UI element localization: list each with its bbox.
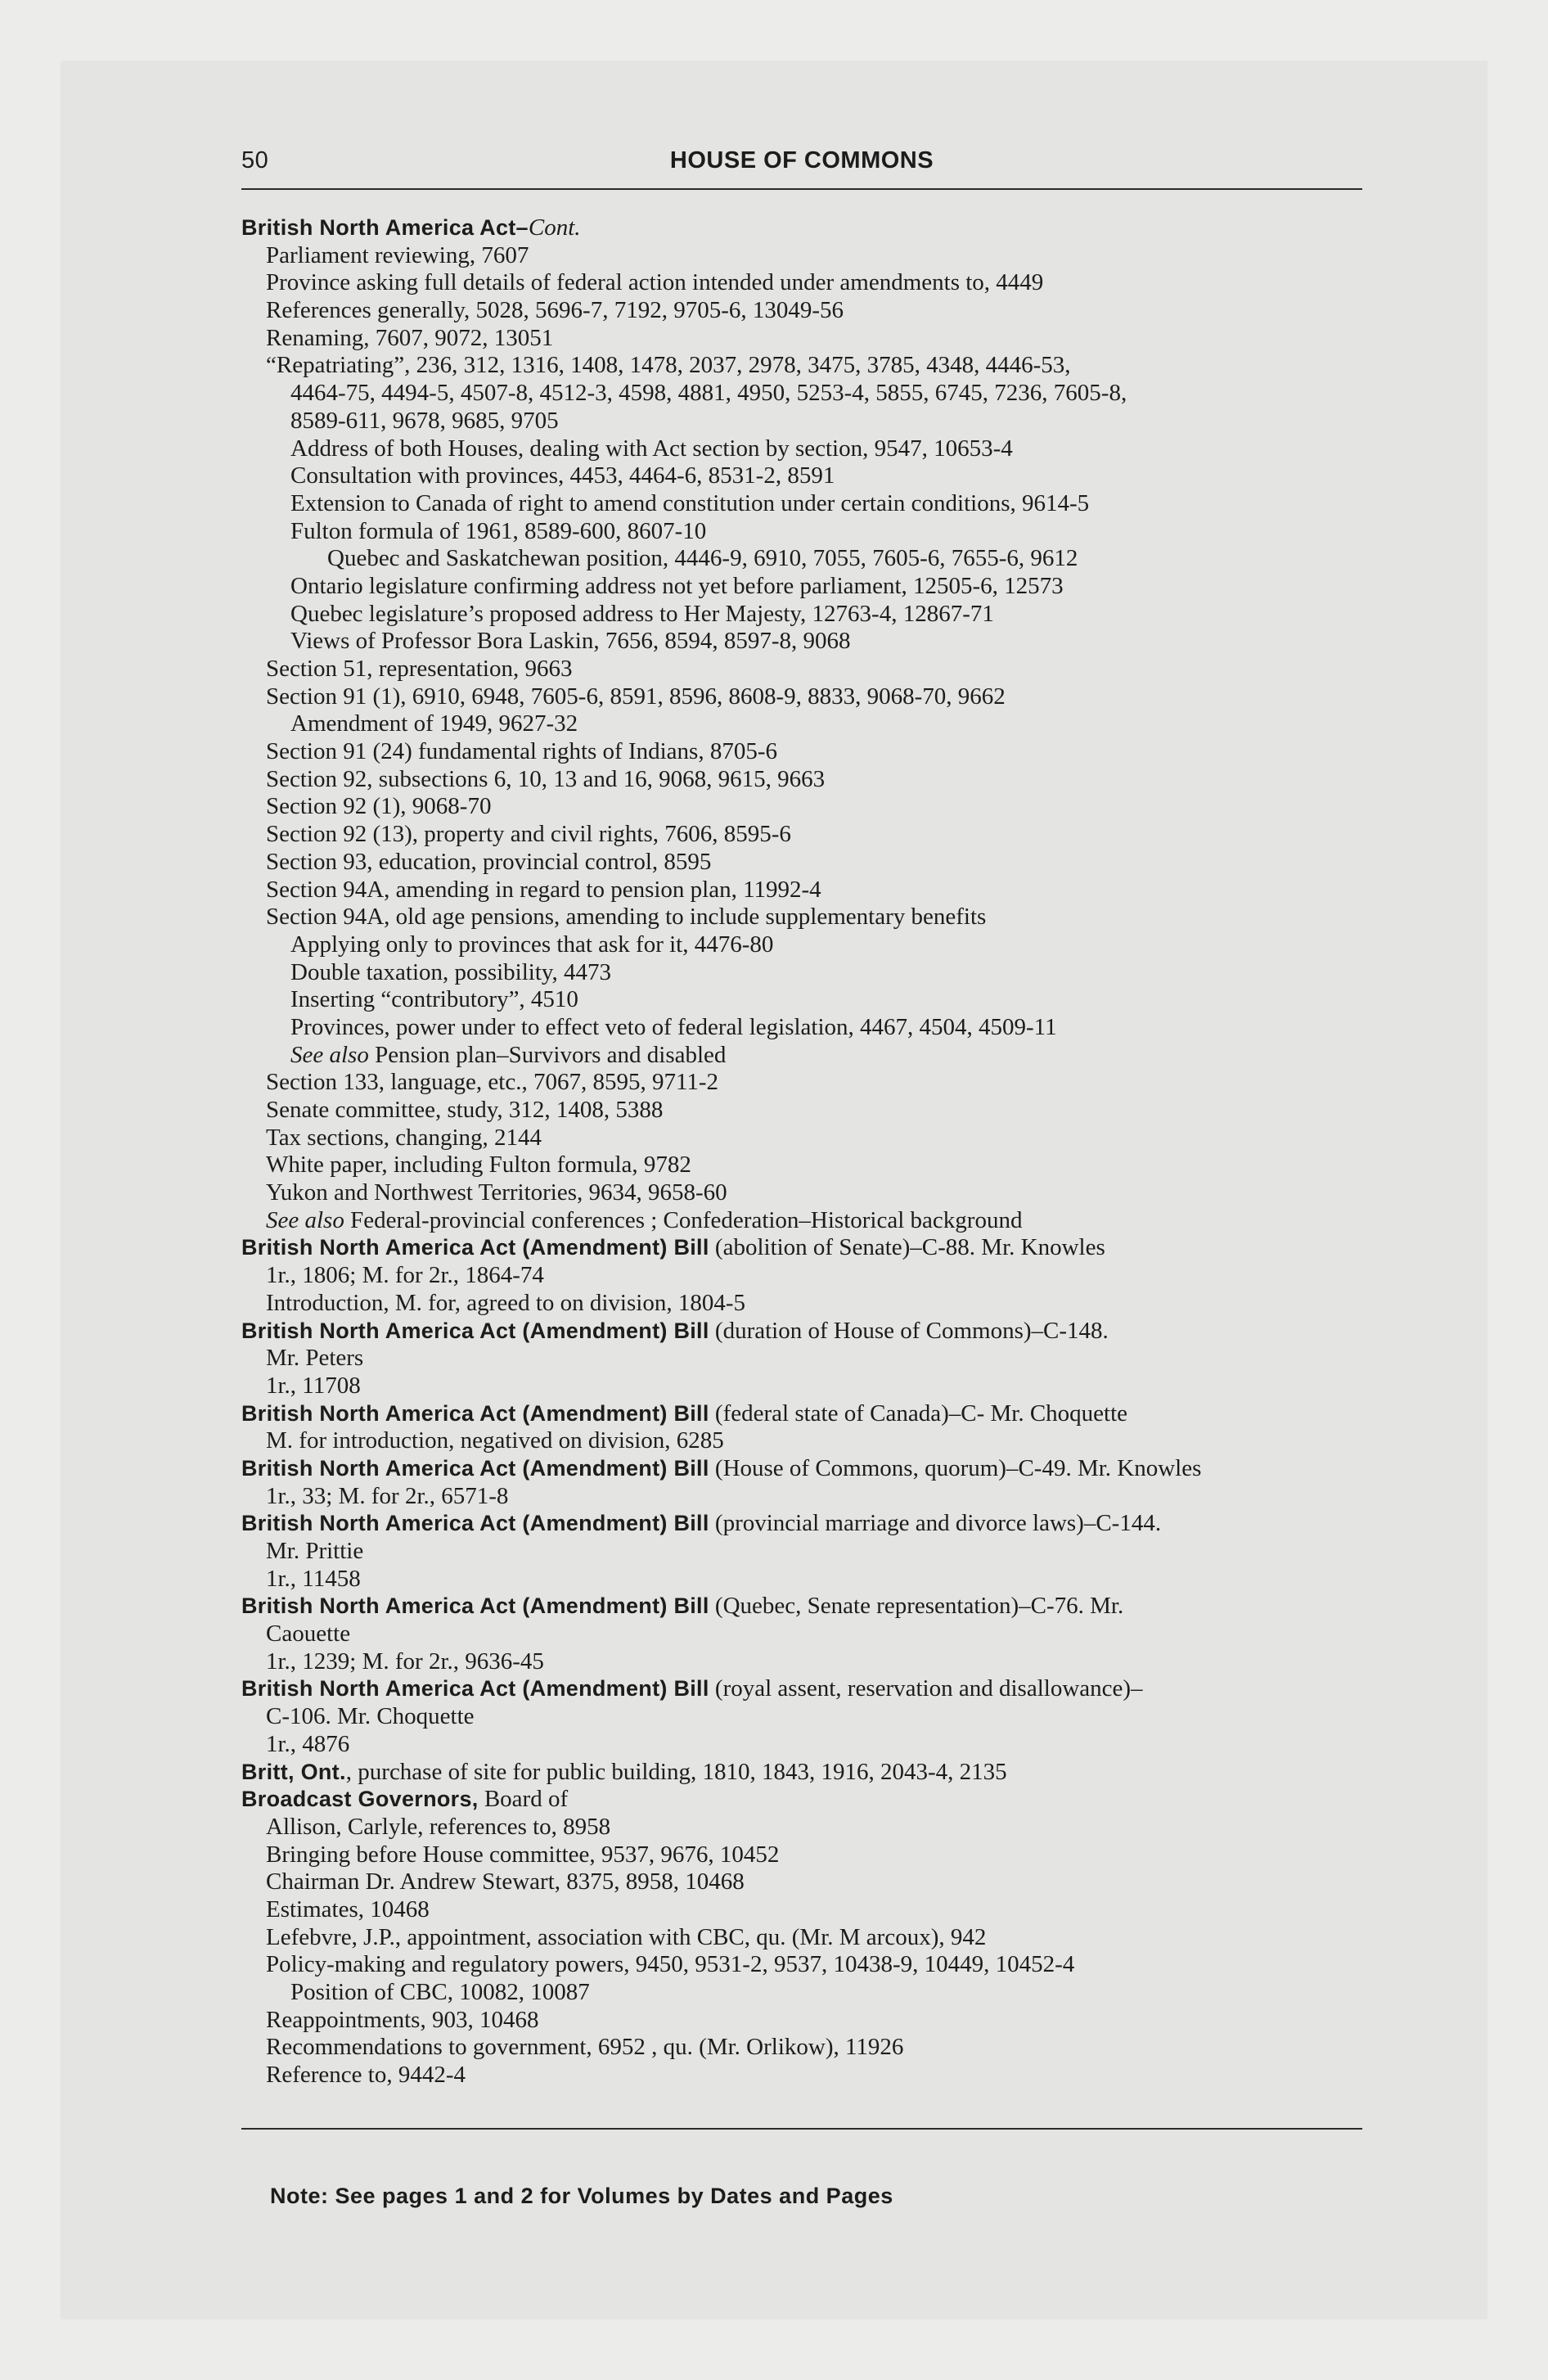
entry-text: Section 92 (13), property and civil rights, 7606, 8595-6 [266,821,791,848]
entry-term: Broadcast Governors, [241,1787,479,1812]
index-subentry [241,297,1362,325]
index-subentry [241,821,1362,849]
entry-text: Renaming, 7607, 9072, 13051 [266,324,554,351]
footer-note: Note: See pages 1 and 2 for Volumes by Dates and Pages [270,2184,893,2208]
header-rule [241,188,1362,190]
entry-text: Section 51, representation, 9663 [266,656,573,682]
entry-term: British North America Act (Amendment) Bill [241,1318,709,1343]
entry-text: Section 94A, amending in regard to pension plan, 11992-4 [266,876,821,903]
index-heading [241,1786,1362,1814]
index-subentry [241,462,1362,490]
index-subentry [241,269,1362,297]
index-subentry [241,435,1362,463]
entry-text: 4464-75, 4494-5, 4507-8, 4512-3, 4598, 4881, 4950, 5253-4, 5855, 6745, 7236, 7605-8, [290,380,1127,407]
entry-text: Section 91 (24) fundamental rights of Indians, 8705-6 [266,738,777,765]
entry-text: Fulton formula of 1961, 8589-600, 8607-10 [290,517,707,544]
entry-text: C-106. Mr. Choquette [266,1703,475,1730]
index-subentry [241,1648,1362,1676]
entry-text: Estimates, 10468 [266,1895,430,1922]
entry-text: Tax sections, changing, 2144 [266,1124,542,1151]
index-subentry [241,380,1362,408]
index-subentry [241,931,1362,959]
index-subentry [241,738,1362,766]
entry-text: Section 93, education, provincial control, 8595 [266,848,712,875]
index-subentry [241,1979,1362,2007]
entry-text: Federal-provincial conferences ; Confederation–Historical background [344,1206,1023,1233]
entry-text: (Quebec, Senate representation)–C-76. Mr. [709,1593,1124,1620]
entry-text: Applying only to provinces that ask for it, 4476-80 [290,931,774,958]
index-heading [241,1234,1362,1262]
index-subentry [241,1427,1362,1455]
index-subentry [241,545,1362,573]
index-subentry [241,408,1362,435]
entry-text: Introduction, M. for, agreed to on division, 1804-5 [266,1289,745,1316]
index-entries [241,214,1362,2089]
index-subentry [241,242,1362,270]
entry-text: Address of both Houses, dealing with Act section by section, 9547, 10653-4 [290,435,1013,462]
index-heading [241,1455,1362,1483]
index-subentry [241,1042,1362,1070]
entry-italic: Cont. [528,214,581,241]
index-subentry [241,656,1362,683]
entry-term: British North America Act (Amendment) Bill [241,1593,709,1619]
index-subentry [241,1483,1362,1511]
entry-text: (abolition of Senate)–C-88. Mr. Knowles [709,1234,1105,1261]
entry-text: Allison, Carlyle, references to, 8958 [266,1813,611,1840]
entry-text: (House of Commons, quorum)–C-49. Mr. Knowles [709,1454,1202,1481]
entry-text: (federal state of Canada)–C- Mr. Choquette [709,1400,1128,1427]
index-subentry [241,959,1362,987]
index-subentry [241,1538,1362,1566]
index-subentry [241,352,1362,380]
index-subentry [241,628,1362,656]
entry-text: 1r., 33; M. for 2r., 6571-8 [266,1482,509,1509]
index-heading [241,214,1362,242]
entry-text: Policy-making and regulatory powers, 9450, 9531-2, 9537, 10438-9, 10449, 10452-4 [266,1951,1075,1978]
entry-text: Province asking full details of federal action intended under amendments to, 4449 [266,269,1044,296]
entry-text: (duration of House of Commons)–C-148. [709,1317,1109,1344]
entry-text: Caouette [266,1620,351,1648]
index-subentry [241,1069,1362,1097]
index-subentry [241,490,1362,518]
index-subentry [241,2062,1362,2089]
entry-text: Position of CBC, 10082, 10087 [290,1979,590,2005]
index-subentry [241,1814,1362,1841]
entry-term: British North America Act– [241,215,529,240]
index-subentry [241,683,1362,711]
entry-text: (royal assent, reservation and disallowance)– [709,1675,1143,1702]
index-subentry [241,986,1362,1014]
index-subentry [241,1924,1362,1952]
entry-text: Consultation with provinces, 4453, 4464-6, 8531-2, 8591 [290,462,835,489]
index-subentry [241,1731,1362,1759]
entry-text: 1r., 1806; M. for 2r., 1864-74 [266,1262,544,1289]
index-subentry [241,325,1362,353]
entry-text: 1r., 11458 [266,1565,361,1592]
entry-text: Extension to Canada of right to amend constitution under certain conditions, 9614-5 [290,489,1090,516]
entry-text: Amendment of 1949, 9627-32 [290,710,578,737]
entry-text: References generally, 5028, 5696-7, 7192, 9705-6, 13049-56 [266,297,844,324]
index-subentry [241,1262,1362,1290]
entry-italic: See also [290,1041,369,1068]
index-subentry [241,1152,1362,1179]
index-subentry [241,1841,1362,1869]
index-heading [241,1593,1362,1620]
entry-term: British North America Act (Amendment) Bill [241,1235,709,1260]
page-header [241,146,1362,182]
entry-term: British North America Act (Amendment) Bill [241,1676,709,1702]
entry-text: Recommendations to government, 6952 , qu. (Mr. Orlikow), 11926 [266,2034,904,2061]
running-head: HOUSE OF COMMONS [669,147,934,174]
index-heading [241,1759,1362,1787]
entry-term: Britt, Ont. [241,1759,346,1784]
entry-text: Pension plan–Survivors and disabled [368,1041,727,1068]
index-subentry [241,1179,1362,1207]
entry-text: Mr. Prittie [266,1538,364,1564]
index-subentry [241,518,1362,546]
entry-text: Section 92, subsections 6, 10, 13 and 16, 9068, 9615, 9663 [266,765,826,792]
index-subentry [241,1566,1362,1593]
footer-rule [241,2128,1362,2130]
index-subentry [241,1345,1362,1373]
index-subentry [241,793,1362,821]
index-heading [241,1400,1362,1428]
entry-text: Section 91 (1), 6910, 6948, 7605-6, 8591, 8596, 8608-9, 8833, 9068-70, 9662 [266,683,1006,710]
entry-text: Mr. Peters [266,1345,364,1372]
entry-text: (provincial marriage and divorce laws)–C-144. [709,1510,1162,1537]
index-subentry [241,2007,1362,2035]
index-subentry [241,1290,1362,1318]
entry-text: 8589-611, 9678, 9685, 9705 [290,407,559,434]
entry-italic: See also [266,1206,344,1233]
index-subentry [241,710,1362,738]
entry-text: White paper, including Fulton formula, 9782 [266,1152,691,1179]
entry-term: British North America Act (Amendment) Bill [241,1511,709,1536]
index-subentry [241,1951,1362,1979]
index-subentry [241,904,1362,931]
entry-text: Lefebvre, J.P., appointment, association with CBC, qu. (Mr. M arcoux), 942 [266,1923,987,1950]
entry-text: M. for introduction, negatived on division, 6285 [266,1427,724,1454]
index-heading [241,1675,1362,1703]
entry-text: Senate committee, study, 312, 1408, 5388 [266,1097,664,1123]
index-subentry [241,877,1362,904]
entry-text: Bringing before House committee, 9537, 9676, 10452 [266,1841,780,1868]
index-subentry [241,2034,1362,2062]
entry-term: British North America Act (Amendment) Bill [241,1455,709,1481]
entry-text: Ontario legislature confirming address not yet before parliament, 12505-6, 12573 [290,572,1064,599]
entry-text: Board of [478,1786,569,1813]
entry-text: Quebec legislature’s proposed address to Her Majesty, 12763-4, 12867-71 [290,600,994,627]
index-subentry [241,1014,1362,1042]
entry-text: Parliament reviewing, 7607 [266,241,529,268]
entry-text: Section 133, language, etc., 7067, 8595, 9711-2 [266,1069,719,1096]
entry-text: , purchase of site for public building, 1810, 1843, 1916, 2043-4, 2135 [345,1758,1007,1785]
entry-text: Reference to, 9442-4 [266,2062,466,2089]
entry-text: 1r., 4876 [266,1730,350,1757]
index-heading [241,1318,1362,1346]
entry-text: Reappointments, 903, 10468 [266,2006,539,2033]
index-subentry [241,849,1362,877]
entry-text: Quebec and Saskatchewan position, 4446-9, 6910, 7055, 7605-6, 7655-6, 9612 [327,545,1078,572]
entry-text: Double taxation, possibility, 4473 [290,958,612,985]
index-subentry [241,1125,1362,1152]
index-subentry [241,1620,1362,1648]
entry-text: Chairman Dr. Andrew Stewart, 8375, 8958, 10468 [266,1868,745,1895]
index-subentry [241,1896,1362,1924]
index-subentry [241,1868,1362,1896]
entry-text: Yukon and Northwest Territories, 9634, 9658-60 [266,1179,727,1206]
page-number: 50 [241,147,269,174]
entry-text: Inserting “contributory”, 4510 [290,986,578,1013]
entry-text: 1r., 1239; M. for 2r., 9636-45 [266,1648,544,1675]
entry-text: “Repatriating”, 236, 312, 1316, 1408, 1478, 2037, 2978, 3475, 3785, 4348, 4446-53, [266,352,1071,379]
index-subentry [241,1703,1362,1731]
entry-text: Views of Professor Bora Laskin, 7656, 8594, 8597-8, 9068 [290,628,851,655]
page-content [241,146,1362,2089]
entry-text: 1r., 11708 [266,1372,361,1399]
entry-text: Section 94A, old age pensions, amending to include supplementary benefits [266,904,987,931]
index-subentry [241,1097,1362,1125]
entry-text: Provinces, power under to effect veto of federal legislation, 4467, 4504, 4509-11 [290,1013,1057,1040]
entry-term: British North America Act (Amendment) Bill [241,1400,709,1426]
index-subentry [241,601,1362,629]
entry-text: Section 92 (1), 9068-70 [266,793,492,820]
index-subentry [241,1373,1362,1400]
index-subentry [241,1207,1362,1235]
index-heading [241,1510,1362,1538]
index-subentry [241,573,1362,601]
index-subentry [241,766,1362,794]
